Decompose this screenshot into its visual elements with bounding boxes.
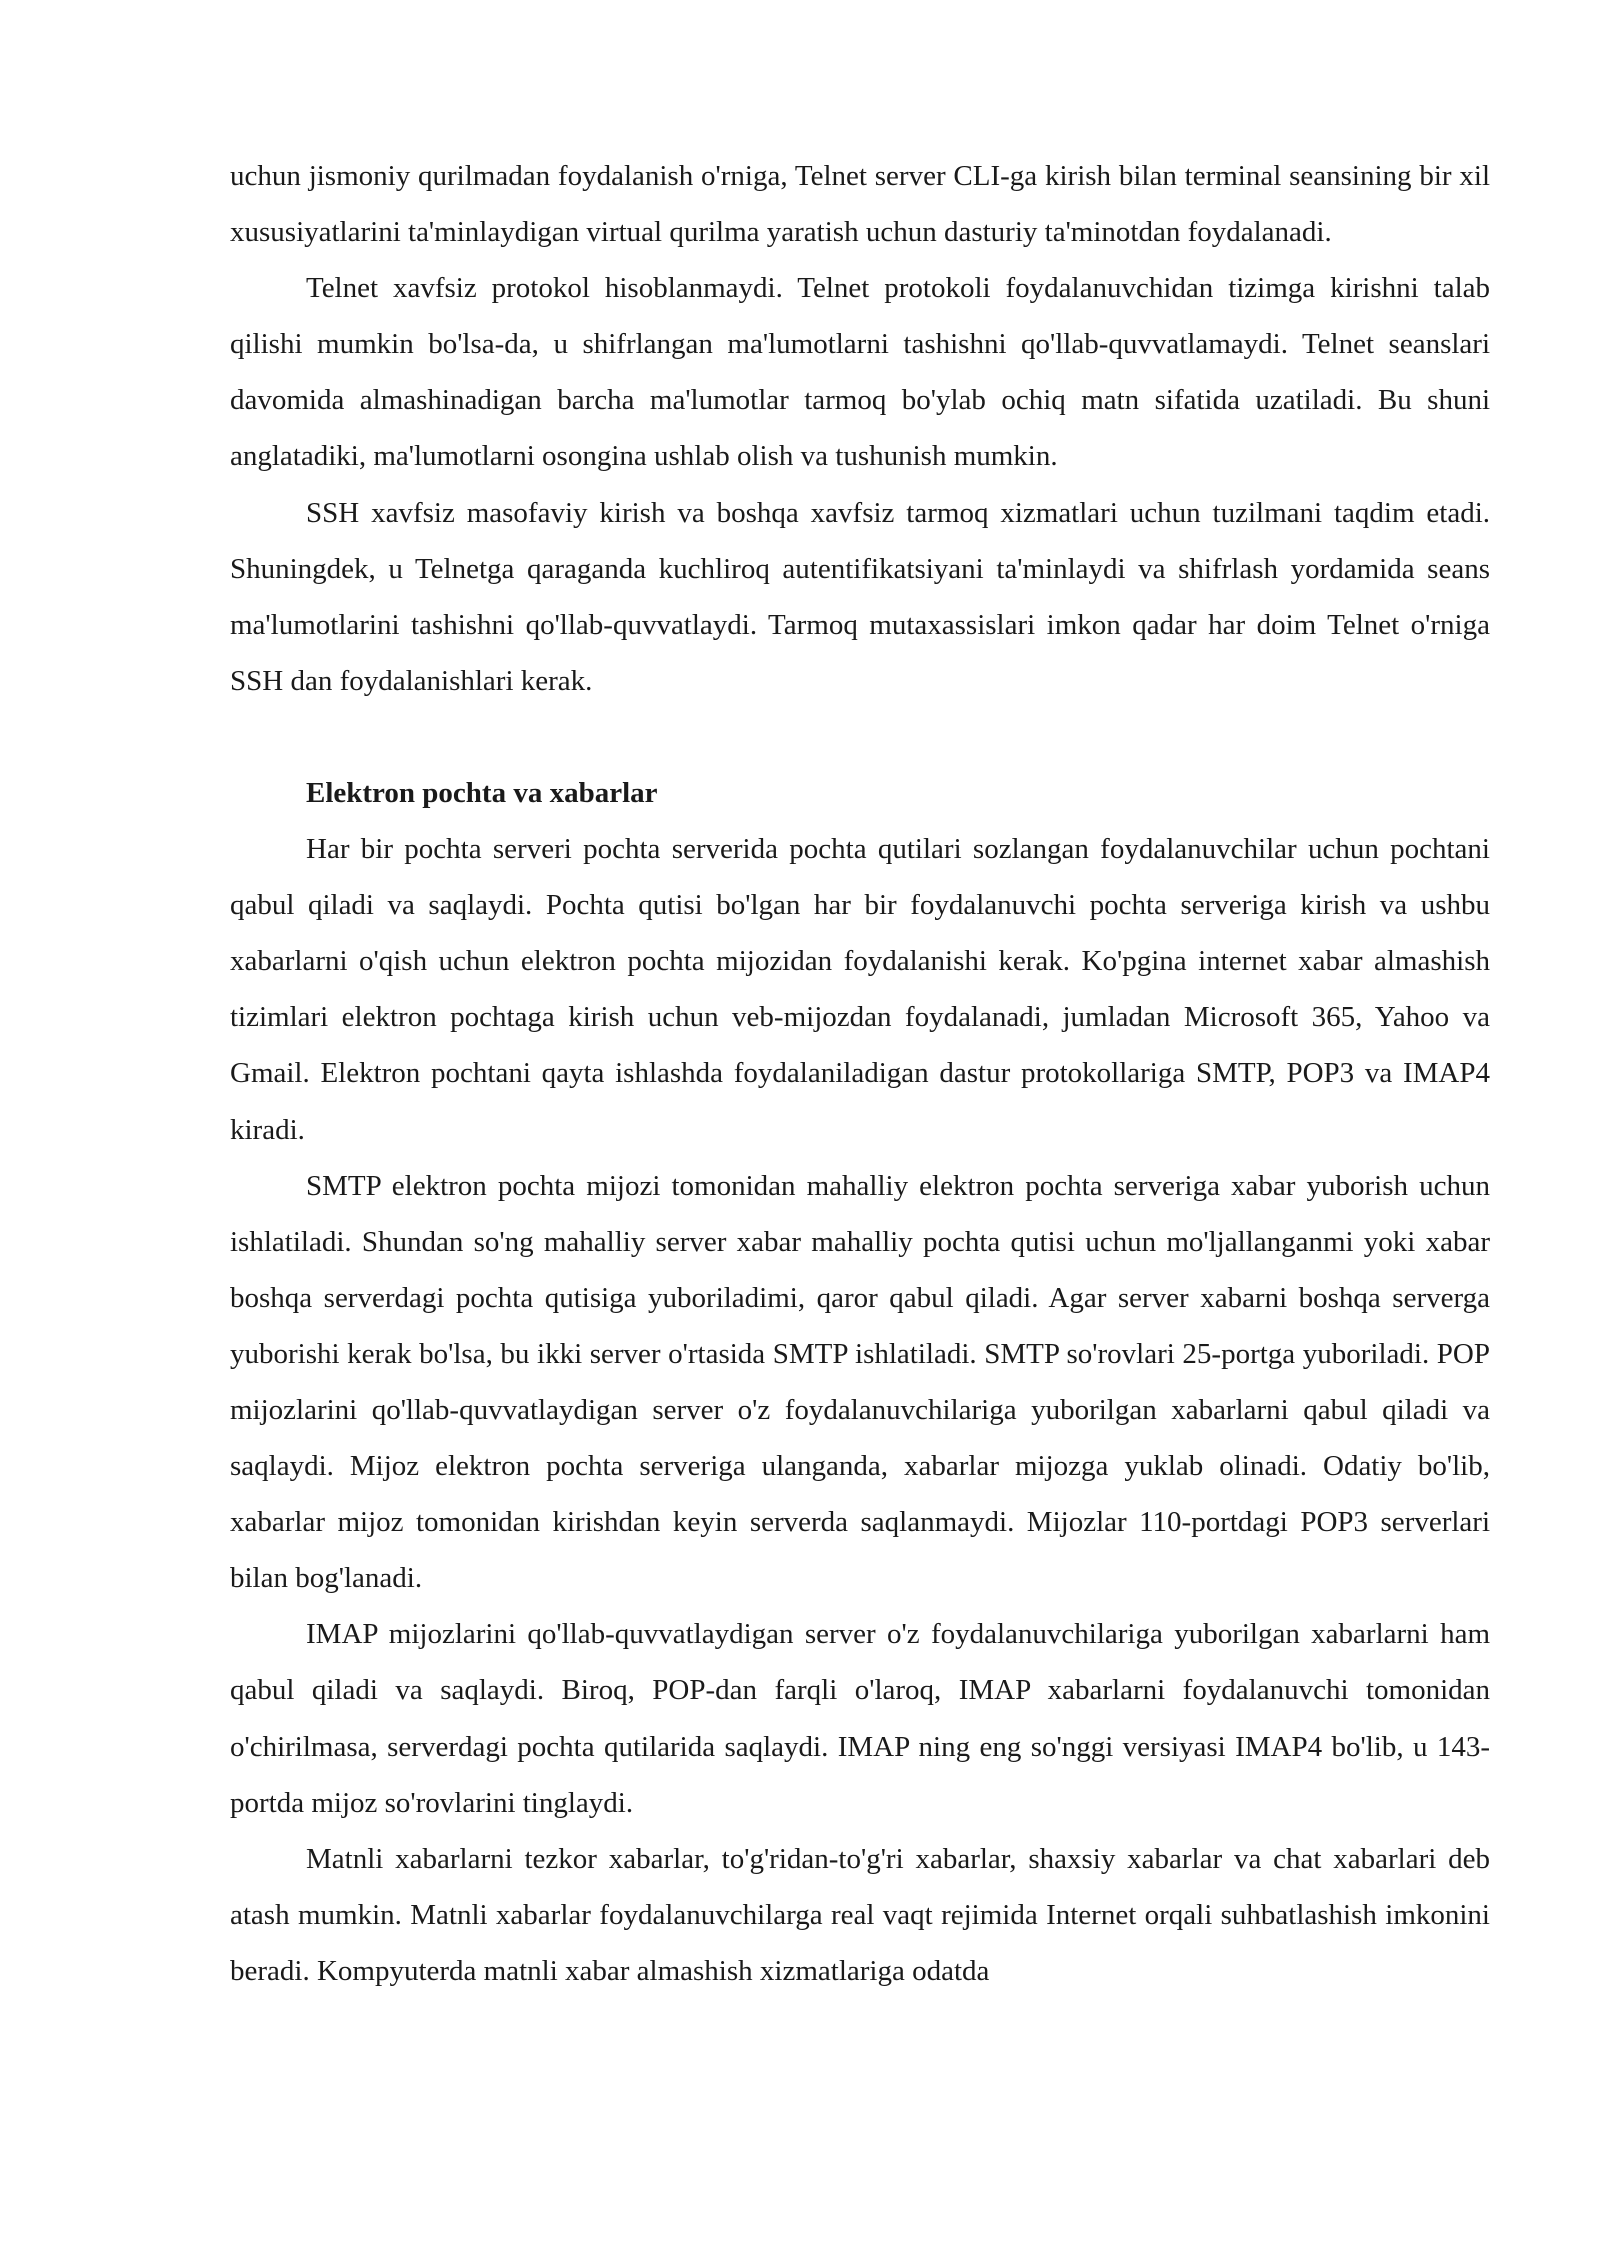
document-body: [230, 148, 1490, 1999]
section-heading: Elektron pochta va xabarlar: [306, 776, 658, 809]
paragraph-mail-server: Har bir pochta serveri pochta serverida pochta qutilari sozlangan foydalanuvchilar uchun pochtani qabul qiladi va saqlaydi. Pochta qutisi bo'lgan har bir foydalanuvchi pochta serveriga kirish va ushbu xabarlarni o'qish uchun elektron pochta mijozidan foydalanishi kerak. Ko'pgina internet xabar almashish tizimlari elektron pochtaga kirish uchun veb-mijozdan foydalanadi, jumladan Microsoft 365, Yahoo va Gmail. Elektron pochtani qayta ishlashda foydalaniladigan dastur protokollariga SMTP, POP3 va IMAP4 kiradi.: [230, 833, 1490, 1146]
paragraph-imap: IMAP mijozlarini qo'llab-quvvatlaydigan server o'z foydalanuvchilariga yuborilgan xabarlarni ham qabul qiladi va saqlaydi. Biroq, POP-dan farqli o'laroq, IMAP xabarlarni foydalanuvchi tomonidan o'chirilmasa, serverdagi pochta qutilarida saqlaydi. IMAP ning eng so'nggi versiyasi IMAP4 bo'lib, u 143-portda mijoz so'rovlarini tinglaydi.: [230, 1618, 1490, 1819]
paragraph-telnet-insecure: Telnet xavfsiz protokol hisoblanmaydi. Telnet protokoli foydalanuvchidan tizimga kirishni talab qilishi mumkin bo'lsa-da, u shifrlangan ma'lumotlarni tashishni qo'llab-quvvatlamaydi. Telnet seanslari davomida almashinadigan barcha ma'lumotlar tarmoq bo'ylab ochiq matn sifatida uzatiladi. Bu shuni anglatadiki, ma'lumotlarni osongina ushlab olish va tushunish mumkin.: [230, 272, 1490, 473]
paragraph-ssh-secure: SSH xavfsiz masofaviy kirish va boshqa xavfsiz tarmoq xizmatlari uchun tuzilmani taqdim etadi. Shuningdek, u Telnetga qaraganda kuchliroq autentifikatsiyani ta'minlaydi va shifrlash yordamida seans ma'lumotlarini tashishni qo'llab-quvvatlaydi. Tarmoq mutaxassislari imkon qadar har doim Telnet o'rniga SSH dan foydalanishlari kerak.: [230, 496, 1490, 697]
paragraph-text-messaging: Matnli xabarlarni tezkor xabarlar, to'g'ridan-to'g'ri xabarlar, shaxsiy xabarlar va chat xabarlari deb atash mumkin. Matnli xabarlar foydalanuvchilarga real vaqt rejimida Internet orqali suhbatlashish imkonini beradi. Kompyuterda matnli xabar almashish xizmatlariga odatda: [230, 1842, 1490, 1987]
section-spacer: [230, 709, 1490, 765]
paragraph-smtp-pop: SMTP elektron pochta mijozi tomonidan mahalliy elektron pochta serveriga xabar yuborish uchun ishlatiladi. Shundan so'ng mahalliy server xabar mahalliy pochta qutisi uchun mo'ljallanganmi yoki xabar boshqa serverdagi pochta qutisiga yuboriladimi, qaror qabul qiladi. Agar server xabarni boshqa serverga yuborishi kerak bo'lsa, bu ikki server o'rtasida SMTP ishlatiladi. SMTP so'rovlari 25-portga yuboriladi. POP mijozlarini qo'llab-quvvatlaydigan server o'z foydalanuvchilariga yuborilgan xabarlarni qabul qiladi va saqlaydi. Mijoz elektron pochta serveriga ulanganda, xabarlar mijozga yuklab olinadi. Odatiy bo'lib, xabarlar mijoz tomonidan kirishdan keyin serverda saqlanmaydi. Mijozlar 110-portdagi POP3 serverlari bilan bog'lanadi.: [230, 1169, 1490, 1595]
paragraph-telnet-virtual-device: uchun jismoniy qurilmadan foydalanish o'rniga, Telnet server CLI-ga kirish bilan terminal seansining bir xil xususiyatlarini ta'minlaydigan virtual qurilma yaratish uchun dasturiy ta'minotdan foydalanadi.: [230, 160, 1490, 249]
